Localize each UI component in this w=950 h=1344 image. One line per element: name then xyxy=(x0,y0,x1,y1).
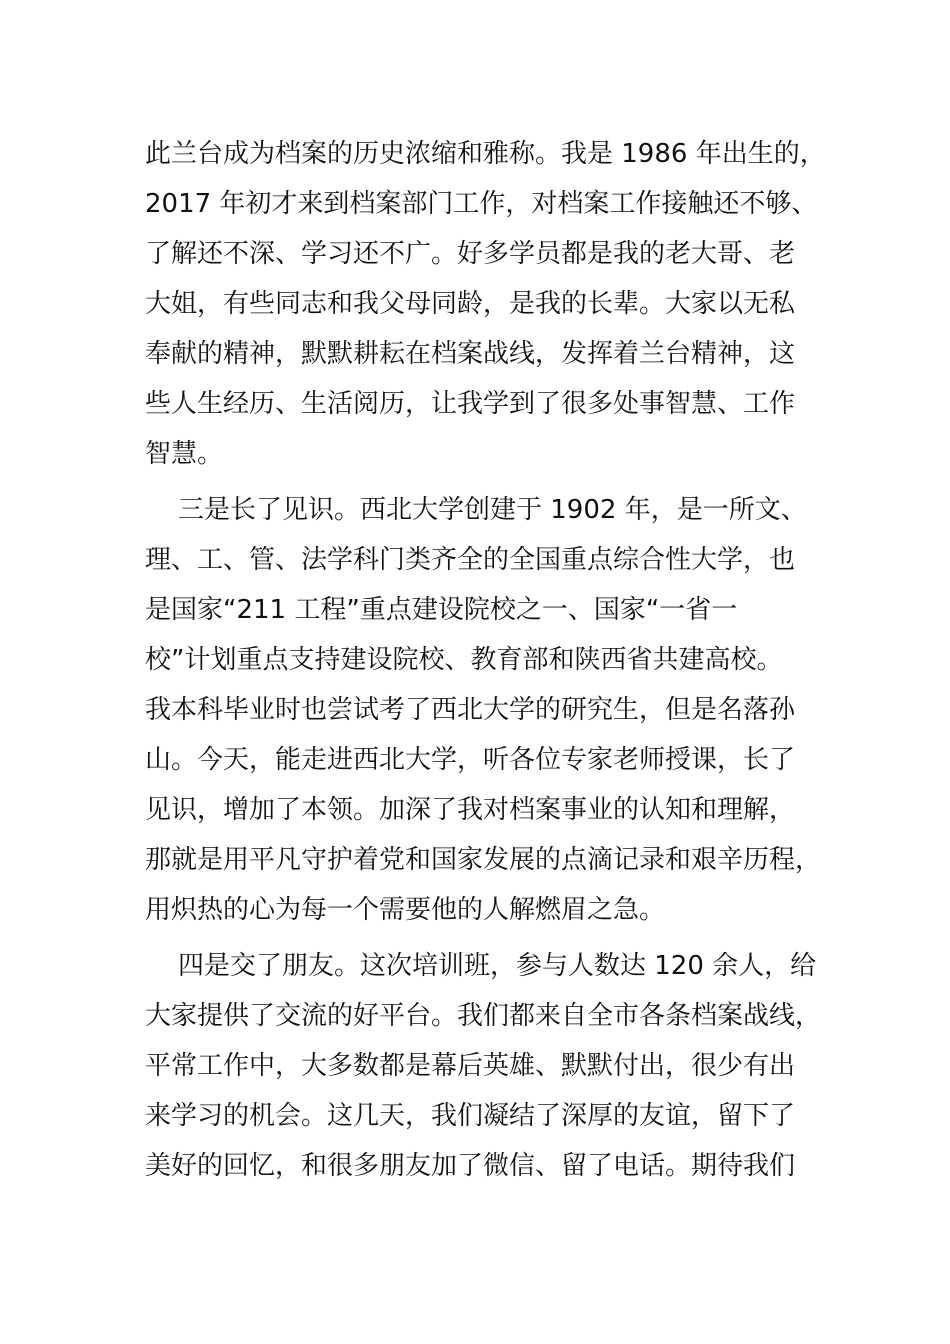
text-line: 些人生经历、生活阅历，让我学到了很多处事智慧、工作 xyxy=(145,389,796,419)
paragraph-friends xyxy=(145,941,822,1191)
text-line: 2017 年初才来到档案部门工作，对档案工作接触还不够、 xyxy=(145,189,818,219)
text-line: 三是长了见识。西北大学创建于 1902 年，是一所文、 xyxy=(178,495,807,525)
paragraph-continuation xyxy=(145,129,826,479)
text-line: 四是交了朋友。这次培训班，参与人数达 120 余人，给 xyxy=(178,951,817,981)
text-line: 我本科毕业时也尝试考了西北大学的研究生，但是名落孙 xyxy=(145,695,796,725)
body-text xyxy=(145,129,826,1197)
text-line: 理、工、管、法学科门类齐全的全国重点综合性大学，也 xyxy=(145,545,796,575)
text-line: 平常工作中，大多数都是幕后英雄、默默付出，很少有出 xyxy=(145,1051,796,1081)
text-line: 校”计划重点支持建设院校、教育部和陕西省共建高校。 xyxy=(145,645,783,675)
text-line: 此兰台成为档案的历史浓缩和雅称。我是 1986 年出生的， xyxy=(145,139,826,169)
text-line: 山。今天，能走进西北大学，听各位专家老师授课，长了 xyxy=(145,745,796,775)
text-line: 奉献的精神，默默耕耘在档案战线，发挥着兰台精神，这 xyxy=(145,339,796,369)
text-line: 见识，增加了本领。加深了我对档案事业的认知和理解， xyxy=(145,795,796,825)
paragraph-knowledge xyxy=(145,485,822,935)
text-line: 美好的回忆，和很多朋友加了微信、留了电话。期待我们 xyxy=(145,1151,796,1181)
text-line: 了解还不深、学习还不广。好多学员都是我的老大哥、老 xyxy=(145,239,796,269)
text-line: 智慧。 xyxy=(145,439,224,469)
text-line: 那就是用平凡守护着党和国家发展的点滴记录和艰辛历程， xyxy=(145,845,822,875)
text-line: 用炽热的心为每一个需要他的人解燃眉之急。 xyxy=(145,895,666,925)
text-line: 来学习的机会。这几天，我们凝结了深厚的友谊，留下了 xyxy=(145,1101,796,1131)
text-line: 是国家“211 工程”重点建设院校之一、国家“一省一 xyxy=(145,595,738,625)
text-line: 大家提供了交流的好平台。我们都来自全市各条档案战线， xyxy=(145,1001,822,1031)
text-line: 大姐，有些同志和我父母同龄，是我的长辈。大家以无私 xyxy=(145,289,796,319)
